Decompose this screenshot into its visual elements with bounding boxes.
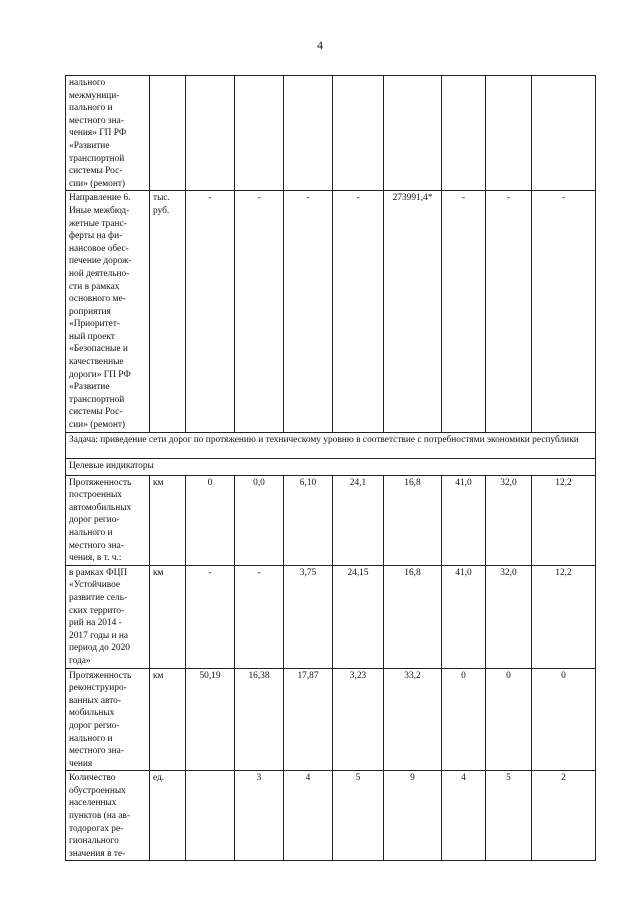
value-cell: 5 [486,771,532,861]
unit-cell: км [150,475,186,565]
unit-cell: км [150,668,186,771]
value-cell: 12,2 [532,475,596,565]
value-cell: 41,0 [442,565,486,668]
value-cell: 273991,4* [384,191,442,432]
value-cell: 33,2 [384,668,442,771]
page-number: 4 [317,38,323,52]
value-cell [186,76,235,191]
value-cell: 12,2 [532,565,596,668]
row-name-cell: Количество обустроенных населенных пунктов (на ав- тодорогах ре- гионального значения в те- [66,771,150,861]
unit-cell: тыс. руб. [150,191,186,432]
task-text: Задача: приведение сети дорог по протяжению и техническому уровню в соответствие с потребностями экономики республики [66,432,596,458]
value-cell: 3 [235,771,284,861]
value-cell: 50,19 [186,668,235,771]
value-cell: 17,87 [284,668,333,771]
table-row [66,475,596,565]
unit-cell: ед. [150,771,186,861]
value-cell: - [235,191,284,432]
value-cell: 0 [186,475,235,565]
table-row [66,191,596,432]
row-name-cell: в рамках ФЦП «Устойчивое развитие сель- ских террито- рий на 2014 - 2017 годы и на период до 2020 года» [66,565,150,668]
value-cell: 0 [486,668,532,771]
value-cell [384,76,442,191]
task-row [66,432,596,458]
value-cell: - [532,191,596,432]
table-row [66,565,596,668]
value-cell: - [186,565,235,668]
value-cell: 0,0 [235,475,284,565]
table-row [66,771,596,861]
value-cell [186,771,235,861]
targets-heading: Целевые индикаторы [66,458,596,475]
value-cell: - [284,191,333,432]
row-name-cell: нального межмуници- пального и местного зна- чения» ГП РФ «Развитие транспортной системы Рос- сии» (ремонт) [66,76,150,191]
value-cell: 3,23 [333,668,384,771]
value-cell: 16,8 [384,475,442,565]
value-cell [486,76,532,191]
value-cell: 9 [384,771,442,861]
value-cell: - [442,191,486,432]
table-row [66,668,596,771]
indicators-table [65,75,596,861]
value-cell: 2 [532,771,596,861]
value-cell: 5 [333,771,384,861]
value-cell: 24,1 [333,475,384,565]
value-cell: 32,0 [486,475,532,565]
value-cell [284,76,333,191]
value-cell: 41,0 [442,475,486,565]
value-cell: 3,75 [284,565,333,668]
value-cell: 16,8 [384,565,442,668]
unit-cell [150,76,186,191]
value-cell [532,76,596,191]
value-cell: 16,38 [235,668,284,771]
value-cell: 0 [532,668,596,771]
value-cell: 4 [442,771,486,861]
row-name-cell: Протяженность реконструиро- ванных авто- мобильных дорог регио- нального и местного зна- чения [66,668,150,771]
value-cell: 4 [284,771,333,861]
table-row [66,76,596,191]
value-cell [442,76,486,191]
value-cell: 32,0 [486,565,532,668]
unit-cell: км [150,565,186,668]
targets-row [66,458,596,475]
row-name-cell: Направление 6. Иные межбюд- жетные транс- ферты на фи- нансовое обес- печение дорож- ной деятельно- сти в рамках основного ме- роприятия «Приоритет- ный проект «Безопасные и качественные дороги» ГП РФ «Развитие транспортной системы Рос- сии» (ремонт) [66,191,150,432]
value-cell: 0 [442,668,486,771]
value-cell [235,76,284,191]
value-cell: 6,10 [284,475,333,565]
value-cell: - [186,191,235,432]
row-name-cell: Протяженность построенных автомобильных дорог регио- нального и местного зна- чения, в т. ч.: [66,475,150,565]
value-cell: 24,15 [333,565,384,668]
value-cell: - [333,191,384,432]
value-cell [333,76,384,191]
value-cell: - [235,565,284,668]
value-cell: - [486,191,532,432]
